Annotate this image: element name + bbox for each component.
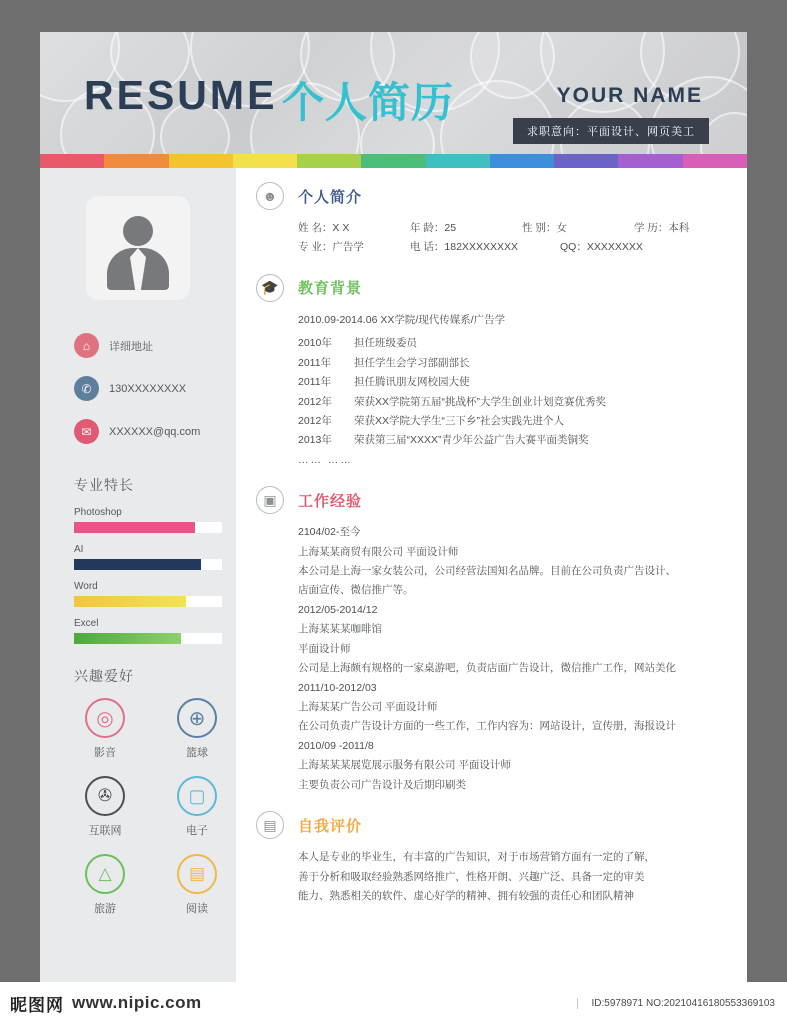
- rainbow-segment-5: [361, 154, 425, 168]
- briefcase-icon: ▣: [256, 486, 284, 514]
- section-evaluation-title: 自我评价: [298, 817, 363, 835]
- hobby-travel-label: 旅游: [94, 903, 116, 915]
- contact-email-text: XXXXXX@qq.com: [109, 425, 201, 438]
- education-item-year: 2012年: [298, 395, 332, 408]
- rainbow-segment-6: [426, 154, 490, 168]
- education-item: [298, 354, 746, 373]
- work-line: 上海某某某咖啡馆: [298, 623, 382, 636]
- resume-sheet: [40, 32, 747, 982]
- hobby-reading: [158, 854, 236, 916]
- skill-word-fill: [74, 596, 186, 607]
- evaluation-line: 能力、熟悉相关的软件、虚心好学的精神、拥有较强的责任心和团队精神: [298, 889, 634, 902]
- education-item-text: 荣获第三届“XXXX”青少年公益广告大赛平面类铜奖: [354, 434, 589, 447]
- hobby-electronics: [158, 776, 236, 838]
- resume-header-banner: [40, 32, 747, 154]
- education-item: [298, 393, 746, 412]
- mail-icon: ✉: [74, 419, 99, 444]
- rainbow-segment-9: [618, 154, 682, 168]
- resume-body: [40, 168, 747, 982]
- education-item: [298, 334, 746, 353]
- rainbow-segment-2: [169, 154, 233, 168]
- applicant-name: YOUR NAME: [556, 84, 703, 107]
- section-evaluation-body: [298, 848, 746, 906]
- site-logo-cn: 昵图网: [10, 995, 64, 1015]
- profile-row-1: [298, 219, 746, 238]
- section-profile-body: [298, 219, 746, 258]
- education-item-text: 担任学生会学习部副部长: [354, 356, 470, 369]
- skill-photoshop-fill: [74, 522, 195, 533]
- user-circle-icon: ☻: [256, 182, 284, 210]
- education-item: [298, 412, 746, 431]
- section-work-header: [256, 486, 746, 514]
- document-icon: ▤: [256, 811, 284, 839]
- rainbow-segment-10: [683, 154, 747, 168]
- phone-icon: ✆: [74, 376, 99, 401]
- section-education-body: [298, 311, 746, 470]
- section-work: [256, 486, 746, 795]
- rainbow-segment-0: [40, 154, 104, 168]
- education-item-year: 2012年: [298, 414, 332, 427]
- skill-photoshop: [74, 507, 222, 533]
- profile-age: 年 龄：25: [410, 222, 457, 234]
- profile-major: 专 业：广告学: [298, 241, 364, 254]
- contact-phone-text: 130XXXXXXXX: [109, 382, 187, 395]
- home-icon: ⌂: [74, 333, 99, 358]
- skill-word-track: [74, 596, 222, 607]
- work-line: 平面设计师: [298, 642, 351, 655]
- education-item-text: 担任班级委员: [354, 337, 417, 350]
- globe-icon: ✇: [85, 776, 125, 816]
- skills-title: 专业特长: [74, 477, 134, 493]
- hobby-reading-label: 阅读: [186, 903, 208, 915]
- skill-photoshop-track: [74, 522, 222, 533]
- education-item-text: 担任腾讯朋友网校园大使: [354, 376, 470, 389]
- graduation-cap-icon: 🎓: [256, 274, 284, 302]
- contact-address: [74, 324, 236, 367]
- skill-excel: [74, 618, 222, 644]
- work-line: 店面宣传、微信推广等。: [298, 584, 414, 597]
- profile-gender: 性 别：女: [522, 222, 567, 234]
- avatar: [86, 196, 190, 300]
- section-education-header: [256, 274, 746, 302]
- contact-address-text: 详细地址: [109, 340, 153, 353]
- work-line: 在公司负责广告设计方面的一些工作，工作内容为：网站设计，宣传册，海报设计: [298, 720, 676, 733]
- work-line: 2011/10-2012/03: [298, 681, 377, 694]
- skill-excel-fill: [74, 633, 181, 644]
- work-line: 本公司是上海一家女装公司，公司经营法国知名品牌。目前在公司负责广告设计、: [298, 565, 676, 578]
- skill-word: [74, 581, 222, 607]
- rainbow-segment-1: [104, 154, 168, 168]
- contact-phone: [74, 367, 236, 410]
- section-evaluation-header: [256, 811, 746, 839]
- profile-phone: 电 话：182XXXXXXXX: [410, 241, 518, 254]
- skill-excel-label: Excel: [74, 618, 99, 629]
- education-item-year: 2010年: [298, 337, 332, 350]
- skill-ai-track: [74, 559, 222, 570]
- sidebar: [40, 168, 236, 982]
- education-item: [298, 431, 746, 450]
- section-work-title: 工作经验: [298, 492, 363, 510]
- work-line: 2012/05-2014/12: [298, 603, 378, 616]
- site-logo-url: www.nipic.com: [72, 993, 202, 1012]
- resume-title-cn: 个人简历: [282, 79, 455, 126]
- hobby-music-label: 影音: [94, 747, 116, 759]
- hobby-internet: [66, 776, 144, 838]
- education-item: [298, 373, 746, 392]
- book-icon: ▤: [177, 854, 217, 894]
- section-education-title: 教育背景: [298, 280, 363, 298]
- work-line: 2104/02-至今: [298, 526, 361, 539]
- education-item-text: 荣获XX学院大学生“三下乡”社会实践先进个人: [354, 414, 564, 427]
- hobby-basketball-label: 篮球: [186, 747, 208, 759]
- profile-education: 学 历：本科: [634, 222, 690, 234]
- resume-title-en: RESUME: [84, 72, 278, 118]
- section-profile: [256, 182, 746, 258]
- profile-row-2: [298, 238, 746, 257]
- work-line: 公司是上海颇有规格的一家桌游吧，负责店面广告设计，微信推广工作，网站美化: [298, 662, 676, 675]
- skill-photoshop-label: Photoshop: [74, 507, 122, 518]
- education-item-text: 荣获XX学院第五届“挑战杯”大学生创业计划竞赛优秀奖: [354, 395, 606, 408]
- section-profile-title: 个人简介: [298, 188, 363, 206]
- profile-qq: QQ：XXXXXXXX: [560, 241, 643, 254]
- music-disc-icon: ◎: [85, 698, 125, 738]
- section-profile-header: [256, 182, 746, 210]
- hobbies-title: 兴趣爱好: [74, 668, 134, 684]
- skill-ai-label: AI: [74, 544, 84, 555]
- avatar-head-icon: [123, 216, 153, 246]
- work-line: 2010/09 -2011/8: [298, 739, 374, 752]
- rainbow-divider: [40, 154, 747, 168]
- education-more: …… ……: [298, 453, 353, 466]
- hobbies-grid: [66, 698, 236, 916]
- profile-name: 姓 名：X X: [298, 222, 350, 234]
- skill-ai: [74, 544, 222, 570]
- basketball-icon: ⊕: [177, 698, 217, 738]
- job-objective-badge: 求职意向：平面设计、网页美工: [513, 118, 709, 144]
- section-education: [256, 274, 746, 470]
- footer-watermark-bar: [0, 982, 787, 1024]
- hobby-music: [66, 698, 144, 760]
- main-column: [236, 168, 747, 982]
- section-evaluation: [256, 811, 746, 906]
- skill-word-label: Word: [74, 581, 98, 592]
- education-item-year: 2011年: [298, 356, 332, 369]
- skill-excel-track: [74, 633, 222, 644]
- tent-icon: △: [85, 854, 125, 894]
- rainbow-segment-8: [554, 154, 618, 168]
- skill-ai-fill: [74, 559, 201, 570]
- hobby-electronics-label: 电子: [186, 825, 208, 837]
- section-work-body: [298, 523, 746, 795]
- evaluation-line: 善于分析和吸取经验熟悉网络推广，性格开朗、兴趣广泛、具备一定的审美: [298, 870, 645, 883]
- tablet-icon: ▢: [177, 776, 217, 816]
- rainbow-segment-3: [233, 154, 297, 168]
- hobby-travel: [66, 854, 144, 916]
- rainbow-segment-4: [297, 154, 361, 168]
- image-id-text: ID:5978971 NO:20210416180553369103: [577, 998, 776, 1009]
- work-line: 上海某某广告公司 平面设计师: [298, 701, 438, 714]
- contact-email: [74, 410, 236, 453]
- hobby-internet-label: 互联网: [88, 825, 122, 837]
- hobby-basketball: [158, 698, 236, 760]
- education-headline: 2010.09-2014.06 XX学院/现代传媒系/广告学: [298, 313, 506, 326]
- education-item-year: 2011年: [298, 376, 332, 389]
- rainbow-segment-7: [490, 154, 554, 168]
- evaluation-line: 本人是专业的毕业生，有丰富的广告知识，对于市场营销方面有一定的了解，: [298, 851, 655, 864]
- work-line: 主要负责公司广告设计及后期印刷类: [298, 778, 466, 791]
- work-line: 上海某某某展览展示服务有限公司 平面设计师: [298, 759, 511, 772]
- education-item-year: 2013年: [298, 434, 332, 447]
- work-line: 上海某某商贸有限公司 平面设计师: [298, 545, 459, 558]
